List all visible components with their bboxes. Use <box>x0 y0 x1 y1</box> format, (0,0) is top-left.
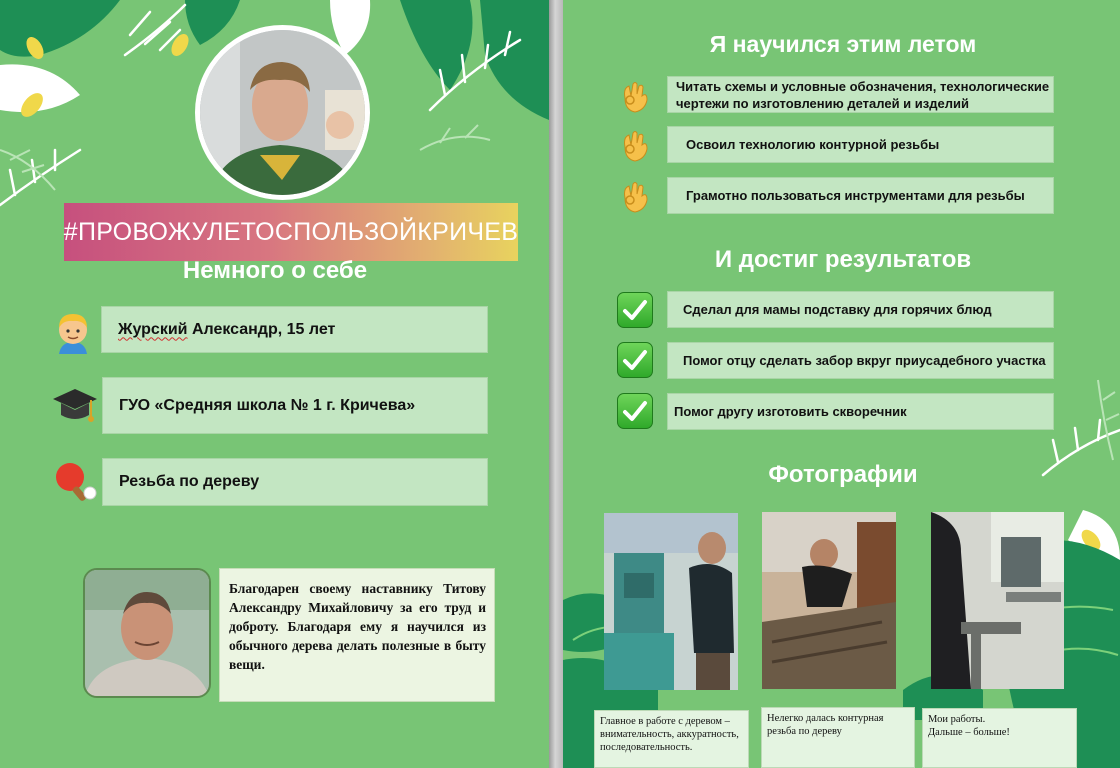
mentor-photo <box>83 568 211 698</box>
learned-heading: Я научился этим летом <box>709 31 977 57</box>
photo-caption: Главное в работе с деревом – внимательность, аккуратность, последовательность. <box>594 710 749 768</box>
check-mark-icon <box>617 292 653 328</box>
result-item: Помог другу изготовить скворечник <box>667 393 1054 430</box>
mentor-gratitude-text: Благодарен своему наставнику Титову Александру Михайловичу за его труд и доброту. Благодаря ему я научился из обычного дерева делать полезные в быту вещи. <box>219 568 495 702</box>
ping-pong-icon <box>50 460 100 504</box>
workshop-photo-works <box>931 512 1064 689</box>
boy-portrait-illustration <box>200 30 365 195</box>
info-name-box <box>101 306 488 353</box>
results-heading: И достиг результатов <box>714 246 972 273</box>
result-item: Помог отцу сделать забор вкруг приусадебного участка <box>667 342 1054 379</box>
hashtag-banner: #ПРОВОЖУЛЕТОСПОЛЬЗОЙКРИЧЕВ <box>64 203 518 261</box>
about-heading: Немного о себе <box>182 257 368 284</box>
mentor-portrait-illustration <box>85 570 209 696</box>
graduation-cap-icon <box>51 383 99 429</box>
result-item: Сделал для мамы подставку для горячих блюд <box>667 291 1054 328</box>
ok-hand-icon <box>619 78 651 114</box>
info-school-box <box>102 377 488 434</box>
photos-heading: Фотографии <box>768 461 918 488</box>
profile-avatar <box>195 25 370 200</box>
right-page <box>563 0 1120 768</box>
name-rest-text: Александр, 15 лет <box>187 320 336 338</box>
name-surname-text: Журский <box>118 320 188 338</box>
info-hobby-box <box>102 458 488 506</box>
photo-caption: Нелегко далась контурная резьба по дереву <box>761 707 915 768</box>
skill-item: Грамотно пользоваться инструментами для резьбы <box>667 177 1054 214</box>
check-mark-icon <box>617 393 653 429</box>
skill-item: Читать схемы и условные обозначения, технологические чертежи по изготовлению деталей и изделий <box>667 76 1054 113</box>
ok-hand-icon <box>619 127 651 163</box>
skill-item: Освоил технологию контурной резьбы <box>667 126 1054 163</box>
boy-emoji-icon <box>53 310 93 354</box>
ok-hand-icon <box>619 178 651 214</box>
school-text: ГУО «Средняя школа № 1 г. Кричева» <box>119 396 416 414</box>
check-mark-icon <box>617 342 653 378</box>
workshop-photo-carving <box>762 512 896 689</box>
workshop-photo-drill <box>604 513 738 690</box>
profile-photo <box>200 30 365 195</box>
page-gutter <box>549 0 563 768</box>
photo-caption: Мои работы. Дальше – больше! <box>922 708 1077 768</box>
hobby-text: Резьба по дереву <box>119 473 260 490</box>
left-page <box>0 0 549 768</box>
